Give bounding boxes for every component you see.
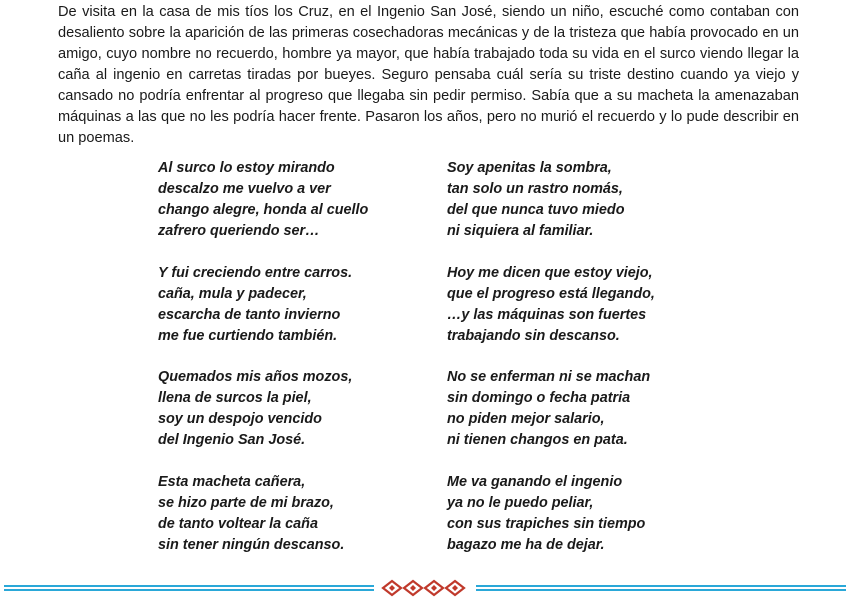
verse: de tanto voltear la caña: [158, 515, 318, 532]
intro-paragraph: De visita en la casa de mis tíos los Cruz, en el Ingenio San José, siendo un niño, escuché como contaban con desaliento sobre la aparición de las primeras cosechadoras mecánicas y de la tristeza que había provocado en un amigo, cuyo nombre no recuerdo, hombre ya mayor, que había trabajado toda su vida en el surco viendo llegar la caña al ingenio en carretas tiradas por bueyes. Seguro pensaba cuál sería su triste destino cuando ya viejo y cansado no podría enfrentar al progreso que llegaba sin pedir permiso. Sabía que a su macheta la amenazaban máquinas a las que no les podría hacer frente. Pasaron los años, pero no murió el recuerdo y lo pude describir en un poemas.: [58, 4, 799, 146]
verse: Quemados mis años mozos,: [158, 369, 353, 385]
verse: no piden mejor salario,: [447, 411, 605, 427]
verse: Me va ganando el ingenio: [447, 473, 623, 490]
verse: descalzo me vuelvo a ver: [158, 181, 331, 197]
verse: Al surco lo estoy mirando: [158, 160, 335, 176]
verse: bagazo me ha de dejar.: [447, 536, 605, 553]
verse: Soy apenitas la sombra,: [447, 160, 612, 176]
stanza: [158, 472, 458, 556]
verse: con sus trapiches sin tiempo: [447, 515, 646, 532]
verse: ya no le puedo peliar,: [447, 494, 594, 511]
stanza: [158, 367, 458, 451]
poem-right-column: [447, 158, 747, 576]
verse: ni siquiera al familiar.: [447, 223, 594, 239]
verse: tan solo un rastro nomás,: [447, 181, 623, 197]
page-footer: [0, 576, 849, 600]
stanza: [447, 367, 747, 451]
verse: No se enferman ni se machan: [447, 369, 651, 385]
verse: me fue curtiendo también.: [158, 327, 338, 344]
verse: del que nunca tuvo miedo: [447, 202, 625, 218]
stanza: [158, 158, 458, 242]
verse: Hoy me dicen que estoy viejo,: [447, 264, 653, 281]
verse: ni tienen changos en pata.: [447, 432, 628, 448]
verse: soy un despojo vencido: [158, 411, 322, 427]
verse: se hizo parte de mi brazo,: [158, 494, 334, 511]
diamond-pattern-icon: [380, 579, 470, 597]
verse: escarcha de tanto invierno: [158, 306, 341, 323]
verse: trabajando sin descanso.: [447, 327, 620, 344]
verse: caña, mula y padecer,: [158, 285, 307, 302]
stanza: [447, 263, 747, 347]
stanza: [447, 472, 747, 556]
verse: sin domingo o fecha patria: [447, 390, 631, 406]
verse: del Ingenio San José.: [158, 432, 306, 448]
verse: zafrero queriendo ser…: [158, 223, 320, 239]
footer-rule-right: [476, 585, 846, 591]
verse: Esta macheta cañera,: [158, 473, 306, 490]
poem-left-column: [158, 158, 458, 576]
stanza: [447, 158, 747, 242]
verse: Y fui creciendo entre carros.: [158, 264, 353, 281]
verse: …y las máquinas son fuertes: [447, 306, 647, 323]
verse: llena de surcos la piel,: [158, 390, 312, 406]
verse: que el progreso está llegando,: [447, 285, 655, 302]
verse: sin tener ningún descanso.: [158, 536, 345, 553]
verse: chango alegre, honda al cuello: [158, 202, 369, 218]
footer-rule-left: [4, 585, 374, 591]
stanza: [158, 263, 458, 347]
